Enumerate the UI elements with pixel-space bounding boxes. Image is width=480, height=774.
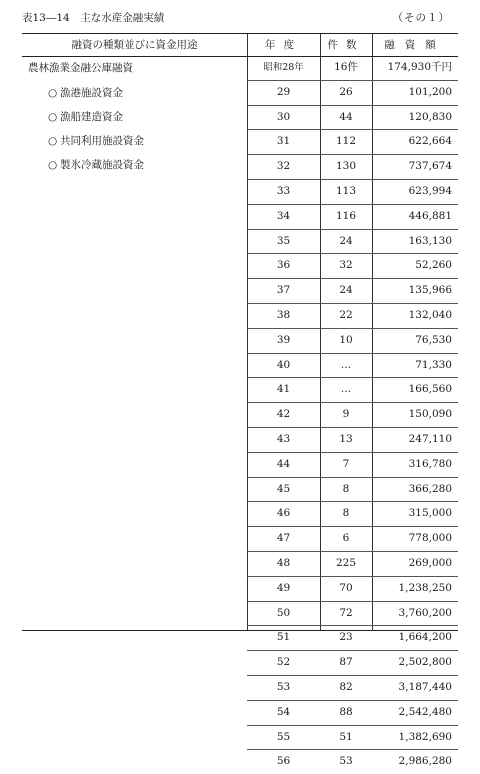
year-cell: 42 — [276, 408, 291, 421]
table-row — [247, 428, 458, 453]
count-cell: … — [340, 358, 352, 371]
table-row — [247, 354, 458, 379]
table-row — [247, 403, 458, 428]
year-cell: 32 — [276, 160, 291, 173]
amount-cell: 135,966 — [408, 284, 452, 297]
purpose-label: 漁船建造資金 — [60, 111, 123, 123]
amount-cell: 316,780 — [408, 457, 452, 470]
table-row — [247, 279, 458, 304]
amount-cell: 132,040 — [408, 308, 452, 321]
year-cell: 56 — [276, 755, 291, 768]
count-cell: 72 — [339, 606, 353, 619]
purpose-label: 共同利用施設資金 — [60, 135, 144, 147]
data-rows — [247, 56, 458, 774]
count-cell: 23 — [339, 631, 353, 644]
count-cell: 22 — [339, 308, 353, 321]
count-cell: … — [340, 383, 352, 396]
table-row — [247, 527, 458, 552]
count-cell: 9 — [342, 408, 350, 421]
count-cell: 87 — [339, 656, 353, 669]
count-cell: 6 — [342, 532, 350, 545]
year-cell: 33 — [276, 184, 291, 197]
amount-cell: 174,930千円 — [387, 61, 452, 73]
year-cell: 30 — [276, 110, 291, 123]
year-cell: 29 — [276, 85, 291, 98]
table-row — [247, 726, 458, 751]
amount-cell: 366,280 — [408, 482, 452, 495]
count-cell: 88 — [339, 705, 353, 718]
count-cell: 24 — [339, 284, 353, 297]
purpose-item — [48, 133, 144, 149]
amount-cell: 1,238,250 — [398, 581, 452, 594]
count-cell: 53 — [339, 755, 353, 768]
table-row — [247, 81, 458, 106]
year-cell: 45 — [276, 482, 291, 495]
count-cell: 51 — [339, 730, 353, 743]
year-cell: 49 — [276, 581, 291, 594]
count-cell: 130 — [335, 160, 357, 173]
count-cell: 13 — [339, 432, 353, 445]
year-cell: 35 — [276, 234, 291, 247]
amount-cell: 3,760,200 — [398, 606, 452, 619]
year-cell: 52 — [276, 656, 291, 669]
amount-cell: 247,110 — [408, 432, 452, 445]
year-cell: 37 — [276, 284, 291, 297]
count-cell: 8 — [342, 482, 350, 495]
table-row — [247, 602, 458, 627]
table-row — [247, 552, 458, 577]
purpose-item — [48, 85, 123, 101]
amount-cell: 315,000 — [408, 507, 452, 520]
year-cell: 55 — [276, 730, 291, 743]
purpose-label: 漁港施設資金 — [60, 87, 123, 99]
page-header — [22, 10, 458, 26]
year-cell: 38 — [276, 308, 291, 321]
amount-cell: 269,000 — [408, 556, 452, 569]
table-row — [247, 701, 458, 726]
count-cell: 32 — [339, 259, 353, 272]
purpose-label: 製氷冷蔵施設資金 — [60, 159, 144, 171]
table-row — [247, 205, 458, 230]
table-row — [247, 130, 458, 155]
table-title: 表13―14 主な水産金融実績 — [22, 12, 165, 24]
amount-cell: 446,881 — [408, 209, 452, 222]
amount-cell: 120,830 — [408, 110, 452, 123]
amount-cell: 2,986,280 — [398, 755, 452, 768]
table-row — [247, 502, 458, 527]
table-row — [247, 676, 458, 701]
amount-cell: 2,502,800 — [398, 656, 452, 669]
amount-cell: 778,000 — [408, 532, 452, 545]
table-row — [247, 750, 458, 774]
year-cell: 47 — [276, 532, 291, 545]
year-cell: 36 — [276, 259, 291, 272]
purpose-item — [48, 109, 123, 125]
count-cell: 7 — [342, 457, 350, 470]
year-cell: 43 — [276, 432, 291, 445]
year-cell: 44 — [276, 457, 291, 470]
count-cell: 116 — [335, 209, 357, 222]
bullet-mark: ○ — [48, 135, 58, 147]
year-cell: 39 — [276, 333, 291, 346]
count-cell: 16件 — [334, 61, 358, 73]
amount-cell: 71,330 — [415, 358, 452, 371]
table-row — [247, 577, 458, 602]
amount-cell: 622,664 — [408, 135, 452, 148]
bullet-mark: ○ — [48, 87, 58, 99]
year-cell: 54 — [276, 705, 291, 718]
year-cell: 昭和28年 — [263, 62, 304, 73]
amount-cell: 3,187,440 — [398, 680, 452, 693]
table-row — [247, 56, 458, 81]
table-row — [247, 230, 458, 255]
amount-cell: 76,530 — [415, 333, 452, 346]
count-cell: 26 — [339, 85, 353, 98]
bullet-mark: ○ — [48, 159, 58, 171]
year-cell: 40 — [276, 358, 291, 371]
amount-cell: 1,382,690 — [398, 730, 452, 743]
table-row — [247, 378, 458, 403]
count-cell: 225 — [335, 556, 357, 569]
header-year: 年度 — [265, 39, 302, 51]
count-cell: 112 — [335, 135, 357, 148]
amount-cell: 737,674 — [408, 160, 452, 173]
count-cell: 70 — [339, 581, 353, 594]
table-row — [247, 180, 458, 205]
table-row — [247, 478, 458, 503]
year-cell: 34 — [276, 209, 291, 222]
year-cell: 48 — [276, 556, 291, 569]
year-cell: 41 — [276, 383, 291, 396]
amount-cell: 163,130 — [408, 234, 452, 247]
loan-type-label: 農林漁業金融公庫融資 — [28, 62, 133, 74]
header-purpose: 融資の種類並びに資金用途 — [71, 39, 198, 51]
count-cell: 44 — [339, 110, 353, 123]
year-cell: 51 — [276, 631, 291, 644]
amount-cell: 166,560 — [408, 383, 452, 396]
part-label: （その１） — [392, 12, 450, 24]
count-cell: 113 — [335, 184, 357, 197]
year-cell: 31 — [276, 135, 291, 148]
count-cell: 24 — [339, 234, 353, 247]
table-row — [247, 304, 458, 329]
table-row — [247, 254, 458, 279]
year-cell: 53 — [276, 680, 291, 693]
table-row — [247, 155, 458, 180]
table-header-row — [22, 34, 458, 57]
count-cell: 8 — [342, 507, 350, 520]
bullet-mark: ○ — [48, 111, 58, 123]
table-row — [247, 329, 458, 354]
table-row — [247, 626, 458, 651]
amount-cell: 2,542,480 — [398, 705, 452, 718]
table-row — [247, 453, 458, 478]
table-row — [247, 651, 458, 676]
amount-cell: 101,200 — [408, 85, 452, 98]
year-cell: 50 — [276, 606, 291, 619]
amount-cell: 52,260 — [415, 259, 452, 272]
amount-cell: 1,664,200 — [398, 631, 452, 644]
table-row — [247, 106, 458, 131]
header-count: 件数 — [327, 39, 365, 51]
purpose-item — [48, 157, 144, 173]
count-cell: 10 — [339, 333, 353, 346]
header-amount: 融資額 — [384, 39, 446, 51]
loan-table — [22, 33, 458, 768]
amount-cell: 623,994 — [408, 184, 452, 197]
amount-cell: 150,090 — [408, 408, 452, 421]
count-cell: 82 — [339, 680, 353, 693]
year-cell: 46 — [276, 507, 291, 520]
